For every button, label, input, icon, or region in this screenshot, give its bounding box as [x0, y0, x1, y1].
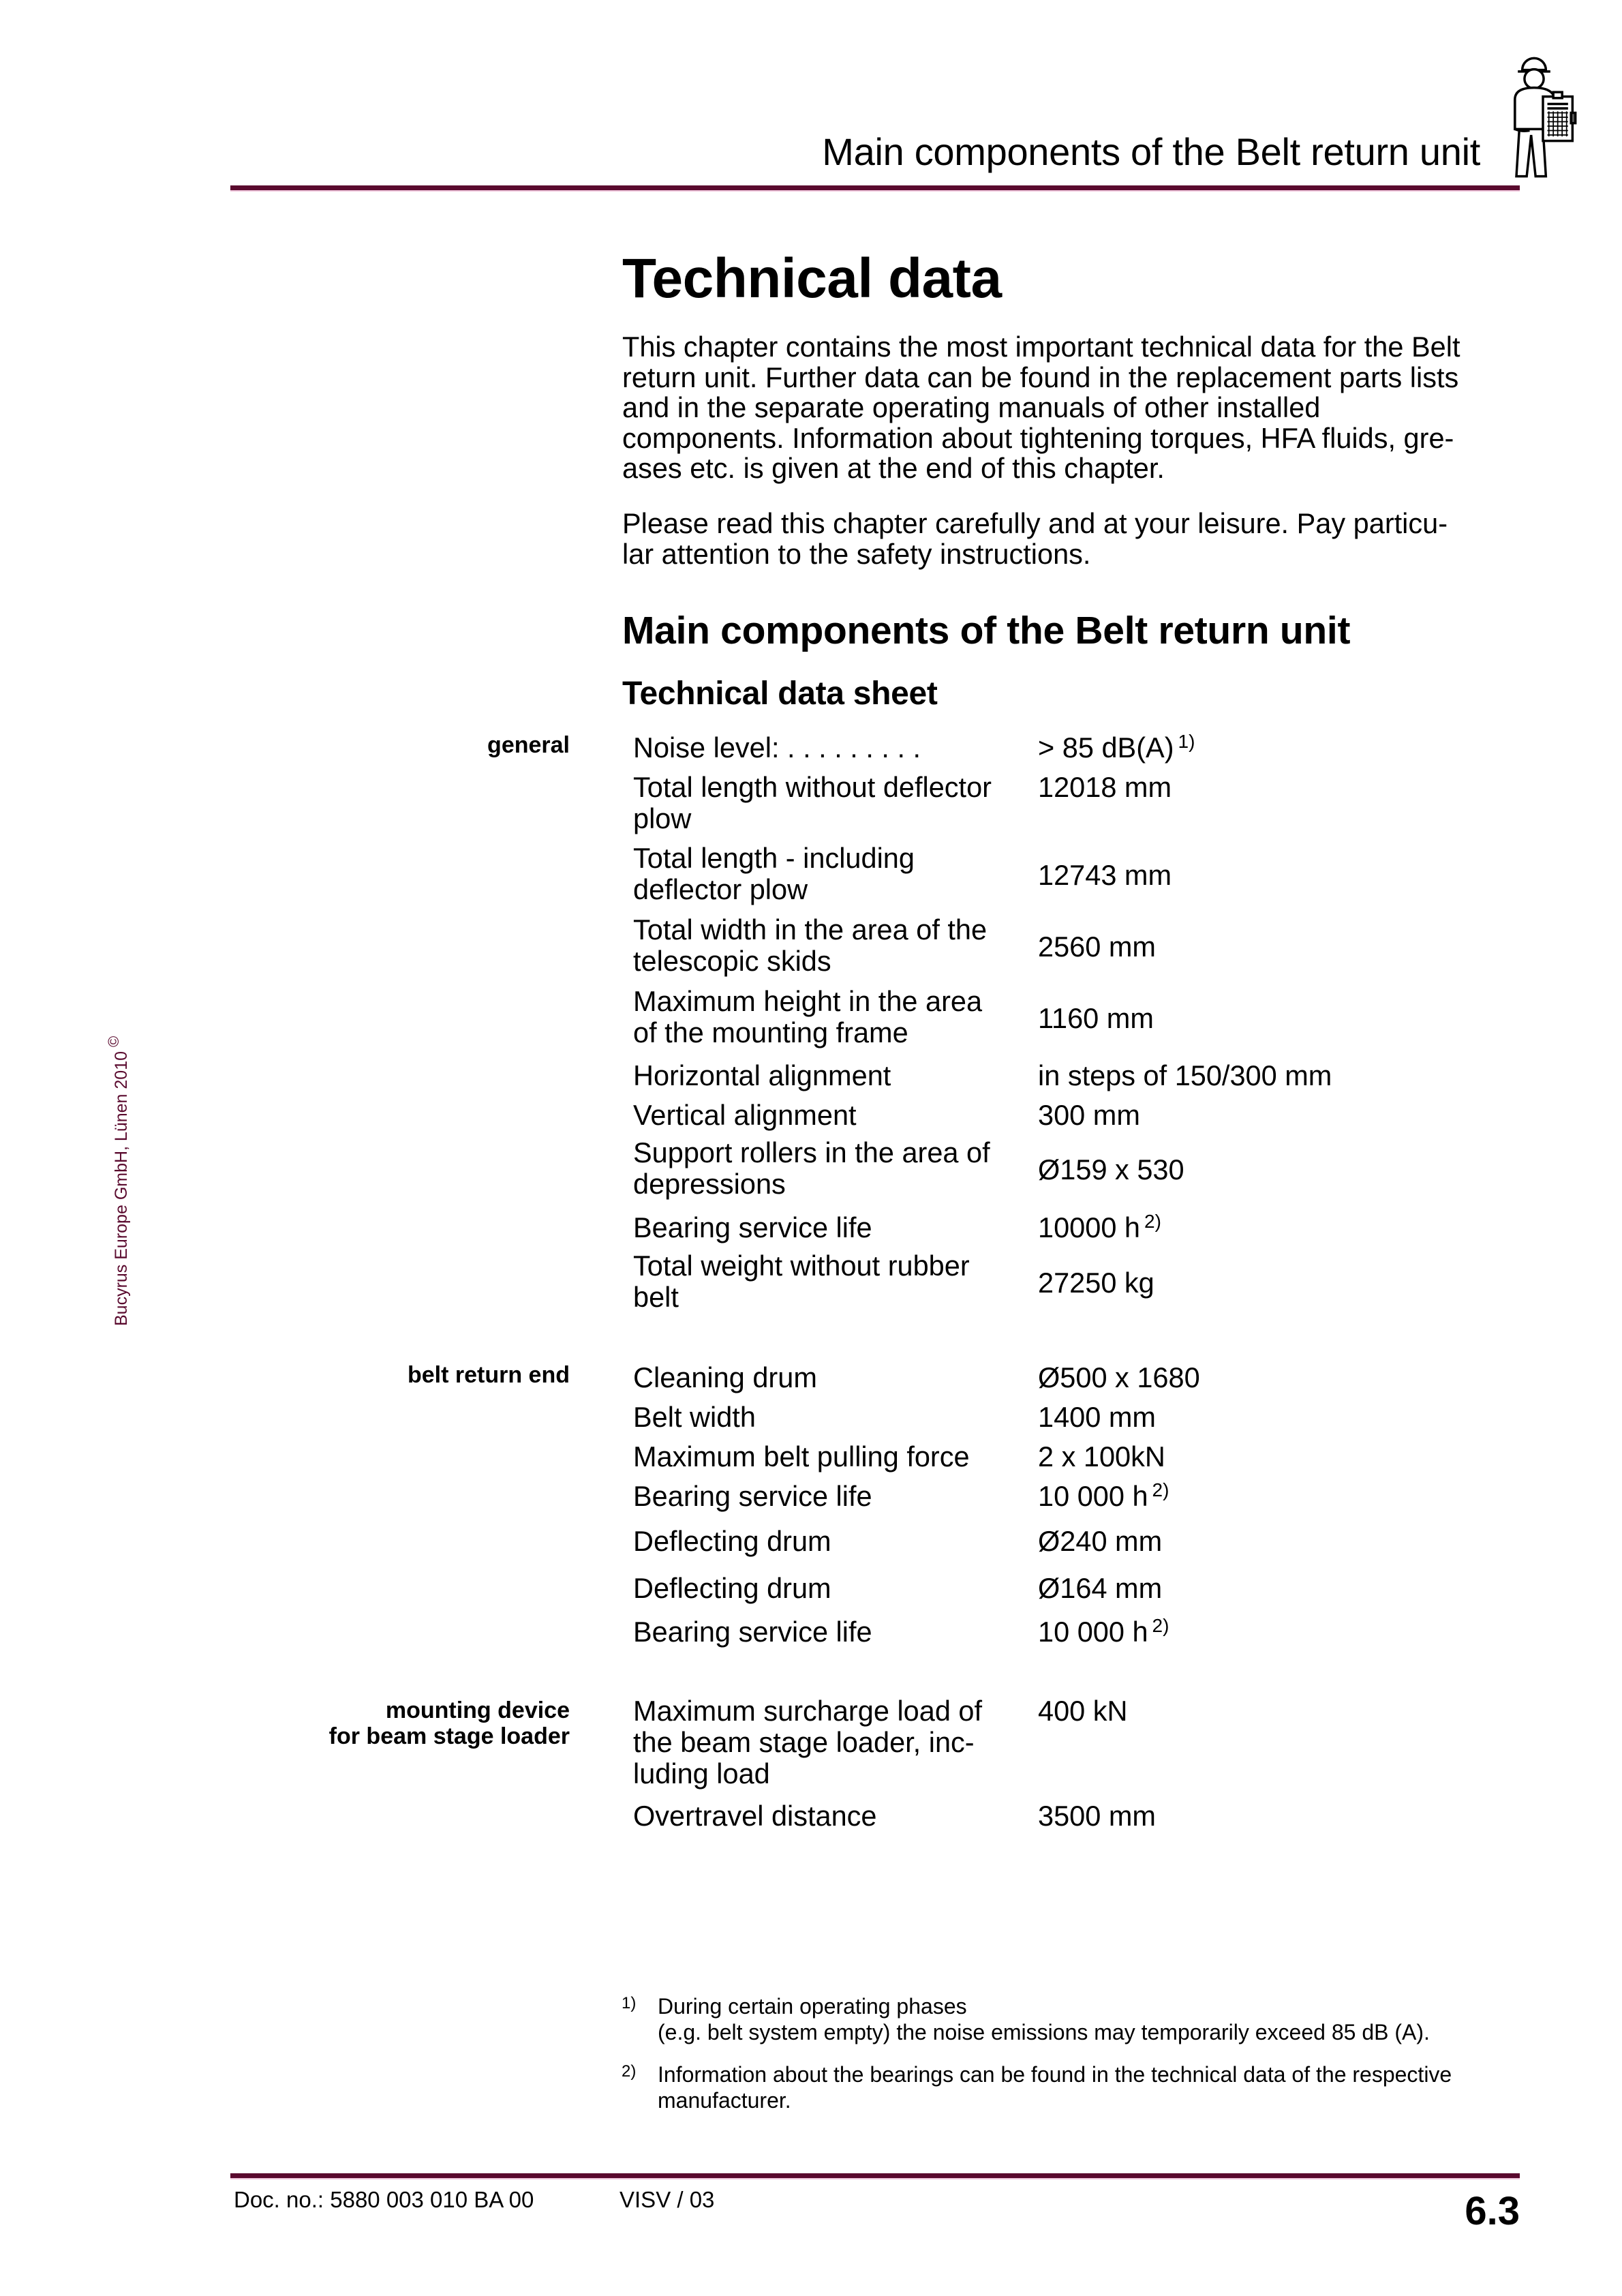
- row-value: 12743 mm: [1038, 859, 1172, 891]
- document-number: Doc. no.: 5880 003 010 BA 00: [234, 2187, 534, 2212]
- copyright-text: Bucyrus Europe GmbH, Lünen 2010: [112, 1051, 131, 1326]
- page-number: 6.3: [1465, 2189, 1520, 2233]
- subheading: Technical data sheet: [622, 676, 938, 712]
- row-value: Ø500 x 1680: [1038, 1361, 1200, 1393]
- copyright-icon: ©: [105, 1036, 122, 1047]
- row-value: in steps of 150/300 mm: [1038, 1059, 1332, 1091]
- category-general: general: [487, 732, 570, 758]
- footnote-ref: 2): [1152, 1479, 1169, 1500]
- row-value: Ø240 mm: [1038, 1525, 1163, 1557]
- row-value: 10 000 h $^{2)}$: [1038, 1615, 1169, 1648]
- footnote-mark: 1): [622, 1994, 637, 2012]
- row-label: Bearing service life: [633, 1616, 872, 1648]
- worker-with-clipboard-icon: [1490, 52, 1578, 183]
- row-label: Total weight without rubber belt: [633, 1250, 970, 1313]
- row-label: Overtravel distance: [633, 1800, 877, 1832]
- header-rule: [230, 185, 1520, 190]
- row-value: 1160 mm: [1038, 1002, 1154, 1034]
- row-value: 1400 mm: [1038, 1401, 1156, 1433]
- row-value: 12018 mm: [1038, 771, 1172, 803]
- section-heading: Main components of the Belt return unit: [622, 609, 1351, 652]
- row-label: Belt width: [633, 1401, 756, 1433]
- row-label: Noise level: . . . . . . . . .: [633, 731, 921, 764]
- intro-paragraph-2: [622, 509, 1522, 569]
- row-label: Total length without deflector plow: [633, 771, 992, 834]
- row-label: Total width in the area of the telescopic skids: [633, 913, 988, 977]
- footnote-1: 1) During certain operating phases (e.g. belt system empty) the noise emissions may temporarily exceed 85 dB (A).: [622, 1993, 1430, 2045]
- row-label: Bearing service life: [633, 1480, 872, 1512]
- row-value: Ø164 mm: [1038, 1572, 1163, 1604]
- paragraph-line: ases etc. is given at the end of this chapter.: [622, 452, 1165, 485]
- row-label: Vertical alignment: [633, 1099, 857, 1131]
- paragraph-line: return unit. Further data can be found in the replacement parts lists: [622, 361, 1459, 393]
- row-value: 400 kN: [1038, 1695, 1128, 1727]
- row-label: Bearing service life: [633, 1211, 872, 1243]
- row-label: Total length - including deflector plow: [633, 842, 915, 905]
- paragraph-line: Please read this chapter carefully and at your leisure. Pay particu-: [622, 507, 1448, 539]
- row-label: Maximum surcharge load of the beam stage loader, inc- luding load: [633, 1695, 983, 1789]
- row-value: 10 000 h $^{2)}$: [1038, 1479, 1169, 1512]
- row-value: 300 mm: [1038, 1099, 1140, 1131]
- row-value: Ø159 x 530: [1038, 1153, 1184, 1185]
- row-value: 2 x 100kN: [1038, 1440, 1165, 1472]
- footnote-ref: 1): [1178, 731, 1195, 752]
- paragraph-line: lar attention to the safety instructions.: [622, 537, 1091, 570]
- paragraph-line: This chapter contains the most important technical data for the Belt: [622, 331, 1460, 363]
- category-belt-return-end: belt return end: [407, 1362, 570, 1388]
- row-value: 3500 mm: [1038, 1800, 1156, 1832]
- row-value: > 85 dB(A) $^{1)}$: [1038, 731, 1195, 764]
- intro-paragraph-1: [622, 332, 1522, 484]
- copyright-side-note: [105, 1036, 132, 1326]
- paragraph-line: components. Information about tightening torques, HFA fluids, gre-: [622, 421, 1454, 454]
- row-value: 10000 h $^{2)}$: [1038, 1211, 1161, 1243]
- category-mounting-device: mounting device for beam stage loader: [328, 1697, 570, 1749]
- row-value: 2560 mm: [1038, 931, 1156, 963]
- footnote-ref: 2): [1144, 1211, 1161, 1232]
- row-label: Support rollers in the area of depressions: [633, 1136, 990, 1200]
- document-version: VISV / 03: [619, 2187, 715, 2212]
- footnote-ref: 2): [1152, 1615, 1169, 1636]
- paragraph-line: and in the separate operating manuals of other installed: [622, 391, 1321, 424]
- row-label: Maximum height in the area of the mounting frame: [633, 985, 983, 1048]
- running-header-title: Main components of the Belt return unit: [822, 130, 1480, 173]
- footnote-mark: 2): [622, 2062, 637, 2081]
- row-label: Horizontal alignment: [633, 1059, 891, 1091]
- page-title: Technical data: [622, 247, 1002, 309]
- row-label: Maximum belt pulling force: [633, 1440, 970, 1472]
- footer-rule: [230, 2173, 1520, 2178]
- row-value: 27250 kg: [1038, 1267, 1154, 1299]
- row-label: Cleaning drum: [633, 1361, 817, 1393]
- row-label: Deflecting drum: [633, 1572, 831, 1604]
- row-label: Deflecting drum: [633, 1525, 831, 1557]
- footnote-2: 2) Information about the bearings can be found in the technical data of the respective manufacturer.: [622, 2061, 1452, 2113]
